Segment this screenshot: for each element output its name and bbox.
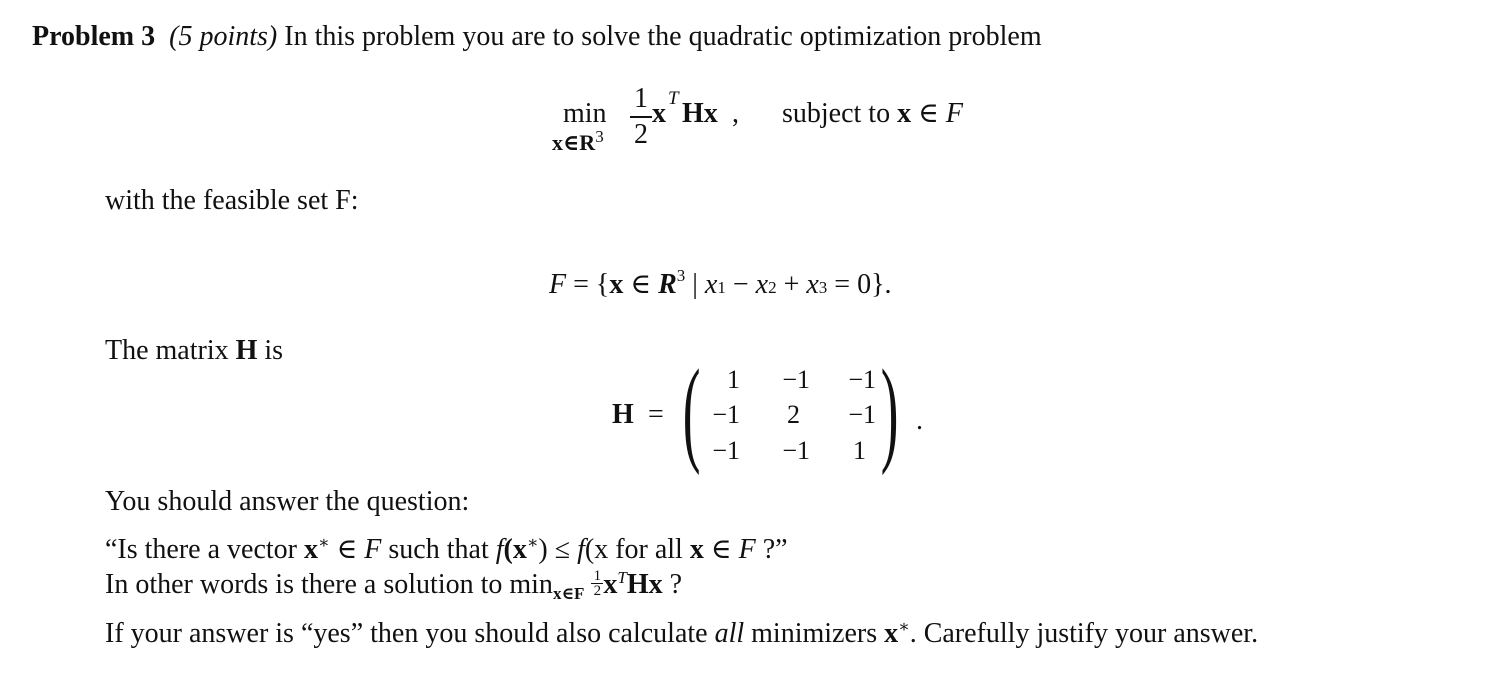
min-subscript: $x\in R^3$ (552, 127, 604, 155)
matrix-equals: = (648, 399, 664, 430)
matrix-cell: −1 (712, 400, 740, 429)
matrix-cell: −1 (848, 400, 876, 429)
matrix-cell: −1 (782, 436, 810, 465)
problem-intro: In this problem you are to solve the quadratic optimization problem (284, 21, 1042, 52)
matrix-label: H (612, 399, 634, 430)
matrix-cell: −1 (848, 365, 876, 394)
problem-header (32, 20, 1042, 54)
objective-x: x (652, 98, 666, 129)
matrix-cell: 1 (727, 365, 740, 394)
subject-to-text: subject to x ∈ F (782, 98, 963, 129)
matrix-cell: −1 (782, 365, 810, 394)
matrix-cell: 1 (853, 436, 866, 465)
objective-transpose: T (668, 88, 679, 109)
objective-comma: , (732, 98, 739, 129)
min-operator: min (563, 98, 607, 129)
problem-label: Problem 3 (32, 21, 156, 52)
question-line-1: You should answer the question: (105, 486, 470, 517)
question-line-4: If your answer is “yes” then you should also calculate all minimizers x∗. Carefully justify your answer. (105, 617, 1259, 649)
feasible-intro: with the feasible set F: (105, 185, 359, 216)
problem-points: (5 points) (169, 21, 278, 52)
right-paren: ) (880, 345, 899, 476)
matrix-intro: The matrix H is (105, 335, 284, 366)
feasible-set-definition: F = {x ∈ $R^3$ | x1 − x2 + x3 = 0}. (549, 266, 892, 300)
objective-hx: Hx (682, 98, 718, 129)
objective-formula (552, 82, 1032, 162)
matrix-h (610, 345, 940, 476)
matrix-dot: . (916, 405, 923, 436)
matrix-cell: −1 (712, 436, 740, 465)
question-line-2: “Is there a vector x∗ ∈ F such that f(x∗) ≤ f(x for all x ∈ F ?” (105, 533, 788, 565)
matrix-cell: 2 (787, 400, 800, 429)
left-paren: ( (682, 345, 701, 476)
question-line-3: In other words is there a solution to $\min_{x\in F}$ $\frac{1}{2}$ $x^THx$ ? (105, 568, 683, 603)
half-fraction: 1 2 (630, 82, 652, 152)
